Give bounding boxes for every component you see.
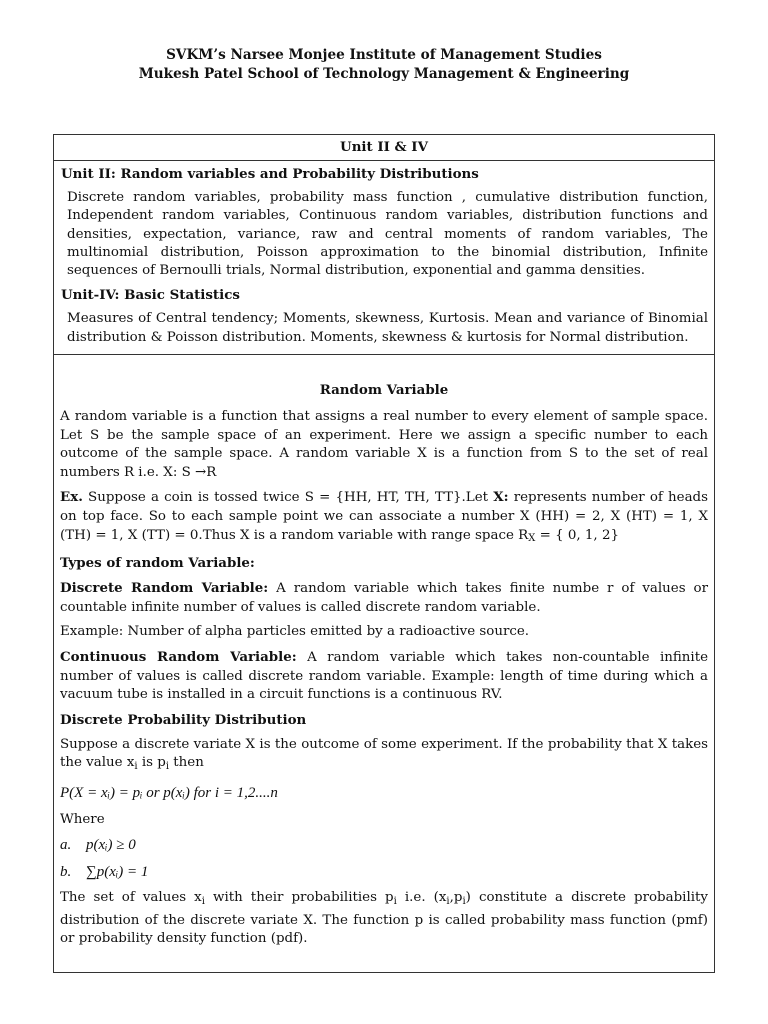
condition-a bbox=[60, 835, 708, 855]
pmf-text-3: i.e. (x bbox=[396, 889, 447, 905]
pmf-text-2: with their probabilities p bbox=[204, 889, 394, 905]
discrete-rv-example: Example: Number of alpha particles emitted by a radioactive source. bbox=[60, 624, 530, 640]
pmf-definition bbox=[60, 889, 708, 949]
condition-a-formula: p(xᵢ) ≥ 0 bbox=[86, 836, 136, 853]
condition-b-label: b. bbox=[60, 863, 72, 880]
random-variable-title: Random Variable bbox=[319, 382, 449, 398]
unit4-topics: Measures of Central tendency; Moments, skewness, Kurtosis. Mean and variance of Binomial distribution & Poisson distribution. Moments, skewness & kurtosis for Normal distribution. bbox=[67, 311, 708, 345]
syllabus-title: Unit II & IV bbox=[54, 135, 714, 161]
condition-b-formula: ∑p(xᵢ) = 1 bbox=[86, 863, 149, 880]
example-text-2: represents number of heads on top face. So to each sample point we can associate a number X (HH) = 2, X (HT) = 1, X (TH) = 1, X (TT) = 0. bbox=[60, 490, 708, 543]
types-heading: Types of random Variable: bbox=[60, 555, 255, 572]
pmf-formula bbox=[60, 783, 708, 803]
unit2-heading: Unit II: Random variables and Probability Distributions bbox=[61, 166, 479, 182]
condition-a-label: a. bbox=[60, 836, 72, 853]
dpd-text-1: Suppose a discrete variate X is the outcome of some experiment. If the probability that X takes the value x bbox=[60, 736, 708, 771]
pmf-sub-1: i bbox=[201, 895, 205, 907]
content-box bbox=[53, 354, 715, 973]
random-variable-definition: A random variable is a function that assigns a real number to every element of sample space. Let S be the sample space of an experiment. Here we assign a specific number to each outcome of the sample space. A random variable X is a function from S to the set of real numbers R i.e. X: S →R bbox=[60, 409, 708, 480]
example-text-3: Thus X is a random variable with range space R bbox=[202, 527, 529, 543]
where-label: Where bbox=[60, 811, 105, 827]
pmf-text-5: ) constitute a discrete probability distribution of the discrete variate X. The function p is called probability mass function (pmf) or probability density function (pdf). bbox=[60, 889, 708, 947]
pmf-text-4: ,p bbox=[449, 889, 463, 905]
example-text-1: Suppose a coin is tossed twice S = {HH, HT, TH, TT}.Let bbox=[82, 490, 494, 506]
dpd-heading: Discrete Probability Distribution bbox=[60, 711, 307, 728]
unit4-heading: Unit-IV: Basic Statistics bbox=[61, 287, 240, 304]
school-name: Mukesh Patel School of Technology Management & Engineering bbox=[138, 66, 630, 82]
dpd-sub-x: i bbox=[134, 761, 138, 773]
pmf-formula-text: P(X = xᵢ) = pᵢ or p(xᵢ) for i = 1,2....n bbox=[60, 784, 278, 801]
pmf-sub-2: i bbox=[393, 895, 397, 907]
document-header bbox=[0, 46, 768, 84]
discrete-rv-paragraph bbox=[60, 579, 708, 617]
continuous-rv-label: Continuous Random Variable: bbox=[60, 648, 297, 665]
range-subscript: X bbox=[528, 532, 536, 544]
pmf-sub-3: i bbox=[446, 895, 450, 907]
pmf-sub-4: i bbox=[462, 895, 466, 907]
dpd-sub-p: i bbox=[165, 761, 170, 773]
institute-name: SVKM’s Narsee Monjee Institute of Management Studies bbox=[166, 47, 602, 63]
dpd-text-2: is p bbox=[137, 755, 166, 771]
pmf-text-1: The set of values x bbox=[60, 889, 202, 905]
dpd-text-3: then bbox=[169, 755, 204, 771]
continuous-rv-paragraph bbox=[60, 648, 708, 705]
dpd-paragraph bbox=[60, 736, 708, 777]
discrete-rv-label: Discrete Random Variable: bbox=[60, 580, 269, 597]
example-paragraph bbox=[60, 488, 708, 548]
unit2-topics: Discrete random variables, probability mass function , cumulative distribution function, Independent random variables, Continuous random variables, distribution functions and densities, expectation, variance, raw and central moments of random variables, The multinomial distribution, Poisson approximation to the binomial distribution, Infinite sequences of Bernoulli trials, Normal distribution, exponential and gamma densities. bbox=[67, 190, 708, 279]
discrete-rv-text: A random variable which takes finite numbe r of values or countable infinite number of values is called discrete random variable. bbox=[60, 581, 708, 615]
syllabus-box bbox=[53, 134, 715, 355]
continuous-rv-text: A random variable which takes non-countable infinite number of values is called discrete random variable. Example: length of time during which a vacuum tube is installed in a circuit functions is a continuous RV. bbox=[60, 649, 709, 703]
example-label: Ex. bbox=[60, 489, 83, 506]
condition-b bbox=[60, 862, 708, 882]
example-x-label: X: bbox=[493, 489, 509, 506]
example-text-4: = { 0, 1, 2} bbox=[535, 527, 619, 543]
